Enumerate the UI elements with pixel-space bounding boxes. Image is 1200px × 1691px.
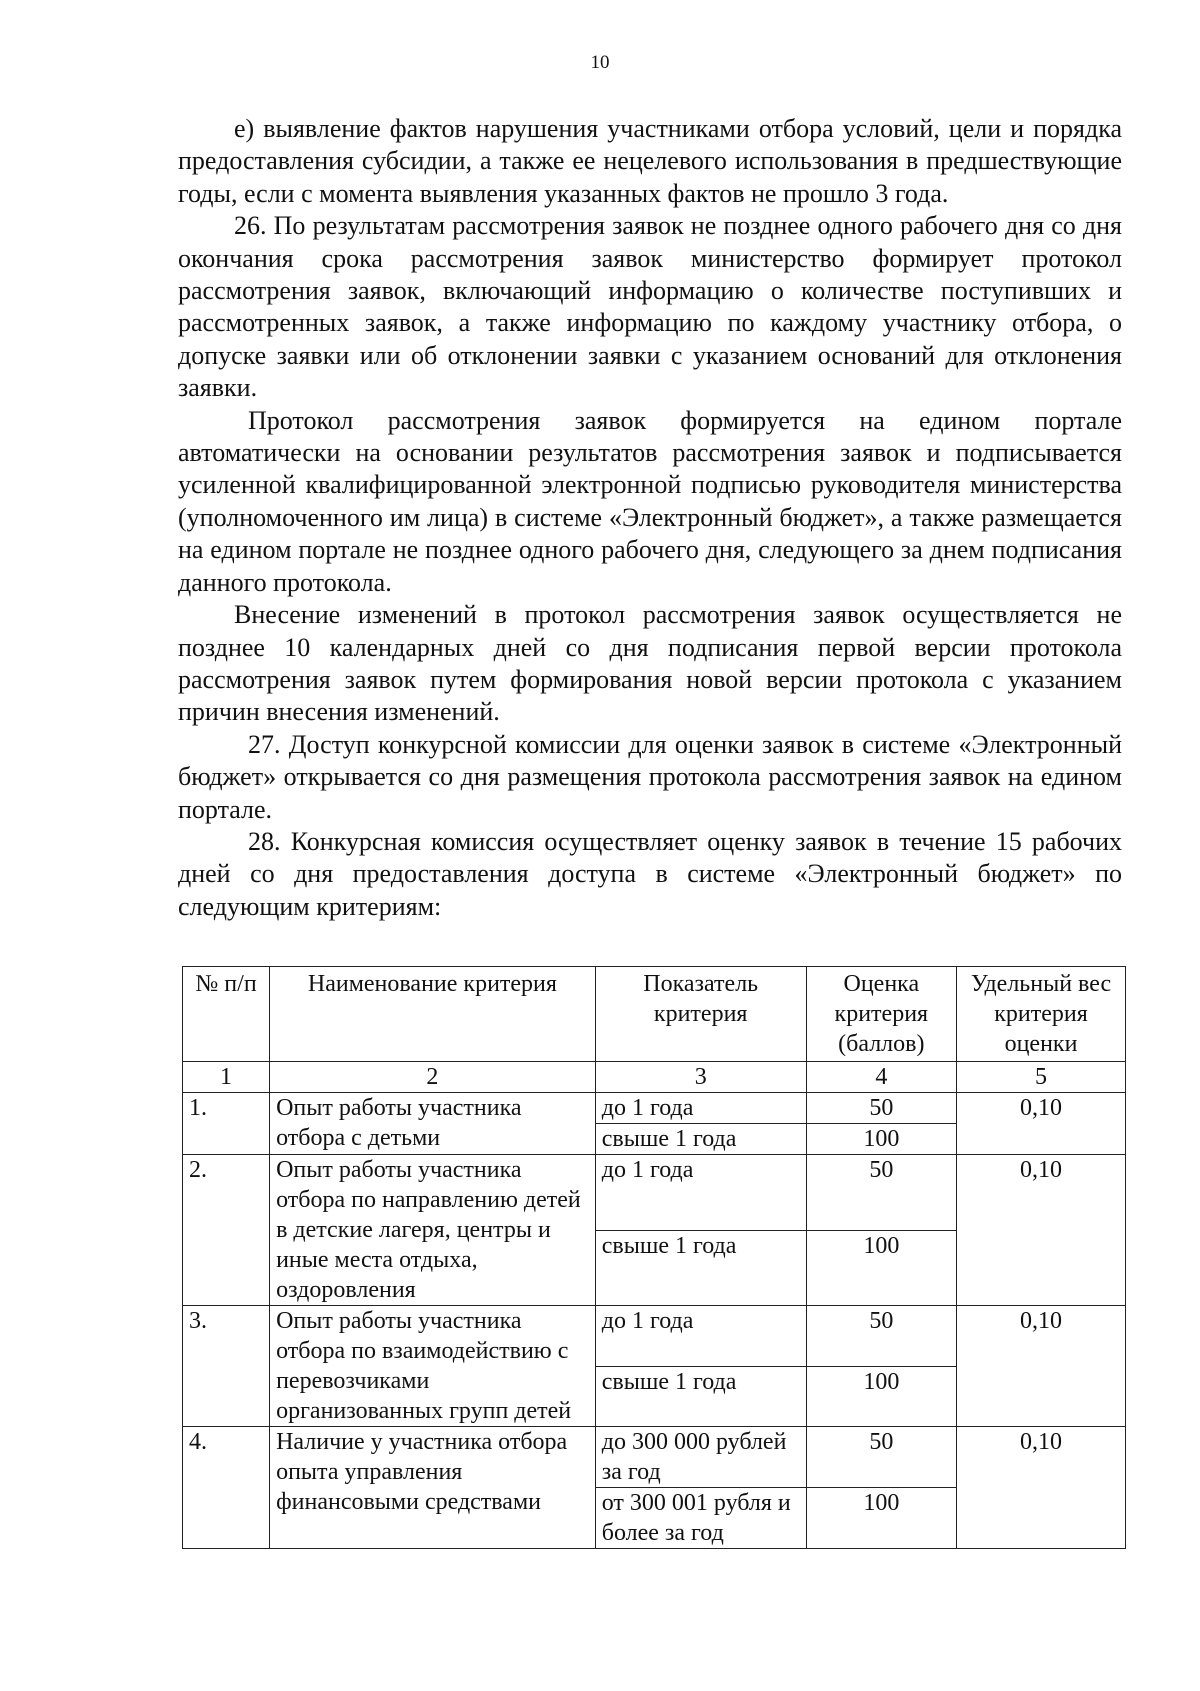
column-number: 2 xyxy=(270,1062,596,1093)
score: 100 xyxy=(806,1230,956,1306)
indicator: свыше 1 года xyxy=(595,1366,806,1427)
paragraph-e: е) выявление фактов нарушения участниками отбора условий, цели и порядка предоставления субсидии, а также ее нецелевого использования в предшествующие годы, если с момента выявления указанных фактов не прошло 3 года. xyxy=(178,114,1122,208)
column-number-row xyxy=(183,1062,1126,1093)
row-number: 1. xyxy=(183,1093,270,1155)
table-row xyxy=(183,1093,1126,1124)
header-num: № п/п xyxy=(183,967,270,1062)
column-number: 5 xyxy=(957,1062,1126,1093)
criterion-name: Опыт работы участника отбора по взаимодействию с перевозчиками организованных групп детей xyxy=(270,1306,596,1427)
paragraph-26: 26. По результатам рассмотрения заявок не позднее одного рабочего дня со дня окончания срока рассмотрения заявок министерство формирует протокол рассмотрения заявок, включающий информацию о количестве поступивших и рассмотренных заявок, а также информацию по каждому участнику отбора, о допуске заявки или об отклонении заявки с указанием оснований для отклонения заявки. xyxy=(178,211,1122,403)
column-number: 3 xyxy=(595,1062,806,1093)
indicator: до 300 000 рублей за год xyxy=(595,1427,806,1488)
header-weight: Удельный вес критерия оценки xyxy=(957,967,1126,1062)
indicator: до 1 года xyxy=(595,1093,806,1124)
table-row xyxy=(183,1306,1126,1367)
page-number: 10 xyxy=(590,52,610,73)
row-number: 2. xyxy=(183,1155,270,1306)
score: 50 xyxy=(806,1093,956,1124)
weight: 0,10 xyxy=(957,1427,1126,1549)
indicator: до 1 года xyxy=(595,1155,806,1231)
indicator: от 300 001 рубля и более за год xyxy=(595,1488,806,1549)
criterion-name: Опыт работы участника отбора по направлению детей в детские лагеря, центры и иные места отдыха, оздоровления xyxy=(270,1155,596,1306)
paragraph-27: 27. Доступ конкурсной комиссии для оценки заявок в системе «Электронный бюджет» открывается со дня размещения протокола рассмотрения заявок на едином портале. xyxy=(178,729,1122,824)
weight: 0,10 xyxy=(957,1155,1126,1306)
criterion-name: Опыт работы участника отбора с детьми xyxy=(270,1093,596,1155)
score: 100 xyxy=(806,1488,956,1549)
header-score: Оценка критерия (баллов) xyxy=(806,967,956,1062)
table-row xyxy=(183,1427,1126,1488)
weight: 0,10 xyxy=(957,1306,1126,1427)
score: 100 xyxy=(806,1124,956,1155)
indicator: свыше 1 года xyxy=(595,1230,806,1306)
criteria-table xyxy=(182,966,1126,1549)
column-number: 4 xyxy=(806,1062,956,1093)
header-indicator: Показатель критерия xyxy=(595,967,806,1062)
paragraph-changes: Внесение изменений в протокол рассмотрения заявок осуществляется не позднее 10 календарных дней со дня подписания первой версии протокола рассмотрения заявок путем формирования новой версии протокола с указанием причин внесения изменений. xyxy=(178,600,1122,727)
score: 50 xyxy=(806,1427,956,1488)
criterion-name: Наличие у участника отбора опыта управления финансовыми средствами xyxy=(270,1427,596,1549)
column-number: 1 xyxy=(183,1062,270,1093)
table-header-row xyxy=(183,967,1126,1062)
row-number: 4. xyxy=(183,1427,270,1549)
paragraph-protocol: Протокол рассмотрения заявок формируется на едином портале автоматически на основании результатов рассмотрения заявок и подписывается усиленной квалифицированной электронной подписью руководителя министерства (уполномоченного им лица) в системе «Электронный бюджет», а также размещается на едином портале не позднее одного рабочего дня, следующего за днем подписания данного протокола. xyxy=(178,405,1122,597)
row-number: 3. xyxy=(183,1306,270,1427)
weight: 0,10 xyxy=(957,1093,1126,1155)
score: 50 xyxy=(806,1155,956,1231)
score: 50 xyxy=(806,1306,956,1367)
body-text xyxy=(178,113,1122,923)
score: 100 xyxy=(806,1366,956,1427)
header-criterion-name: Наименование критерия xyxy=(270,967,596,1062)
indicator: до 1 года xyxy=(595,1306,806,1367)
indicator: свыше 1 года xyxy=(595,1124,806,1155)
table-row xyxy=(183,1155,1126,1231)
paragraph-28: 28. Конкурсная комиссия осуществляет оценку заявок в течение 15 рабочих дней со дня предоставления доступа в системе «Электронный бюджет» по следующим критериям: xyxy=(178,826,1122,921)
